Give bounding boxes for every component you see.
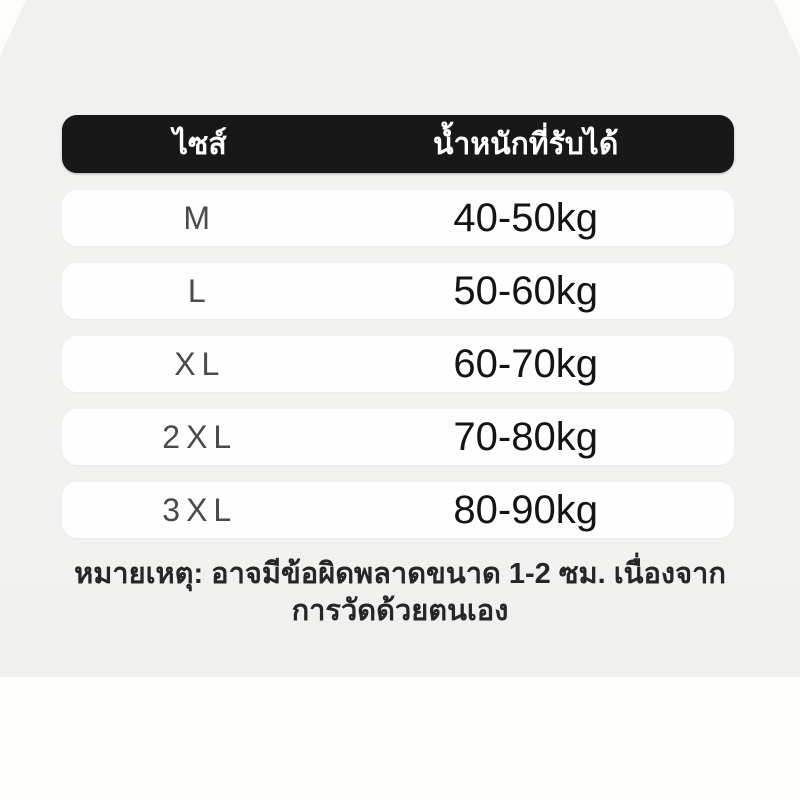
weight-cell: 70-80kg	[453, 414, 598, 459]
header-size-label: ไซส์	[172, 127, 227, 161]
size-cell: L	[187, 272, 212, 309]
table-row	[62, 409, 734, 465]
weight-cell: 80-90kg	[453, 487, 598, 532]
table-row	[62, 482, 734, 538]
size-table	[62, 115, 734, 555]
size-cell: M	[183, 199, 217, 236]
note-line-2: การวัดด้วยตนเอง	[291, 595, 509, 627]
size-cell: XL	[174, 345, 226, 382]
note-line-1: หมายเหตุ: อาจมีข้อผิดพลาดขนาด 1-2 ซม. เนื่องจาก	[74, 558, 726, 590]
weight-cell: 50-60kg	[453, 268, 598, 313]
table-row	[62, 190, 734, 246]
weight-cell: 40-50kg	[453, 195, 598, 240]
table-row	[62, 263, 734, 319]
size-cell: 3XL	[162, 491, 238, 528]
table-header-row	[62, 115, 734, 173]
weight-cell: 60-70kg	[453, 341, 598, 386]
measurement-note	[0, 556, 800, 630]
size-cell: 2XL	[162, 418, 238, 455]
header-weight-label: น้ำหนักที่รับได้	[433, 127, 619, 161]
table-row	[62, 336, 734, 392]
